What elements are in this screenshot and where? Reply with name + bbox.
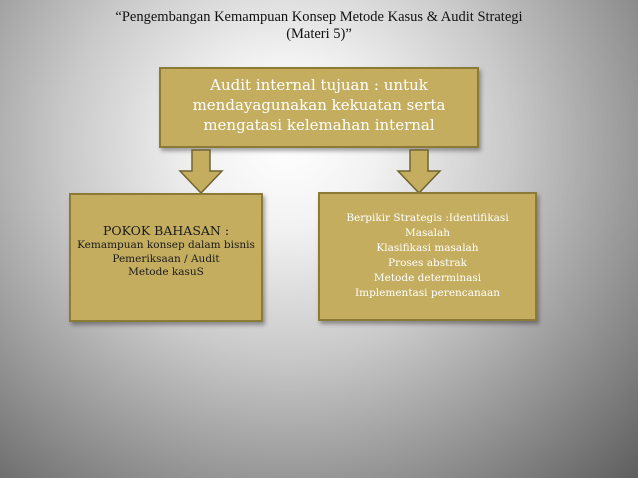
right-box-line: Metode determinasi [373, 272, 482, 284]
right-box-line: Berpikir Strategis :Identifikasi [346, 212, 509, 224]
down-arrow-left [178, 149, 224, 195]
top-box-line: mendayagunakan kekuatan serta [192, 96, 446, 114]
right-box-line: Klasifikasi masalah [376, 242, 479, 254]
left-box-line: Kemampuan konsep dalam bisnis [77, 239, 255, 251]
left-box-line: Metode kasuS [128, 266, 204, 278]
top-box-line: Audit internal tujuan : untuk [210, 76, 428, 94]
slide-title-line-2: (Materi 5)” [286, 26, 352, 42]
slide-title-line-1: “Pengembangan Kemampuan Konsep Metode Kasus & Audit Strategi [115, 9, 523, 25]
left-box [69, 193, 263, 322]
left-box-heading: POKOK BAHASAN : [102, 223, 230, 238]
top-box [159, 67, 479, 148]
left-box-line: Pemeriksaan / Audit [112, 252, 220, 265]
right-box [318, 192, 537, 321]
slide-title [60, 9, 578, 43]
down-arrow-right [396, 149, 442, 195]
right-box-line: Implementasi perencanaan [354, 287, 500, 299]
right-box-line: Masalah [404, 227, 451, 239]
right-box-line: Proses abstrak [388, 257, 467, 269]
top-box-line: mengatasi kelemahan internal [203, 116, 435, 134]
